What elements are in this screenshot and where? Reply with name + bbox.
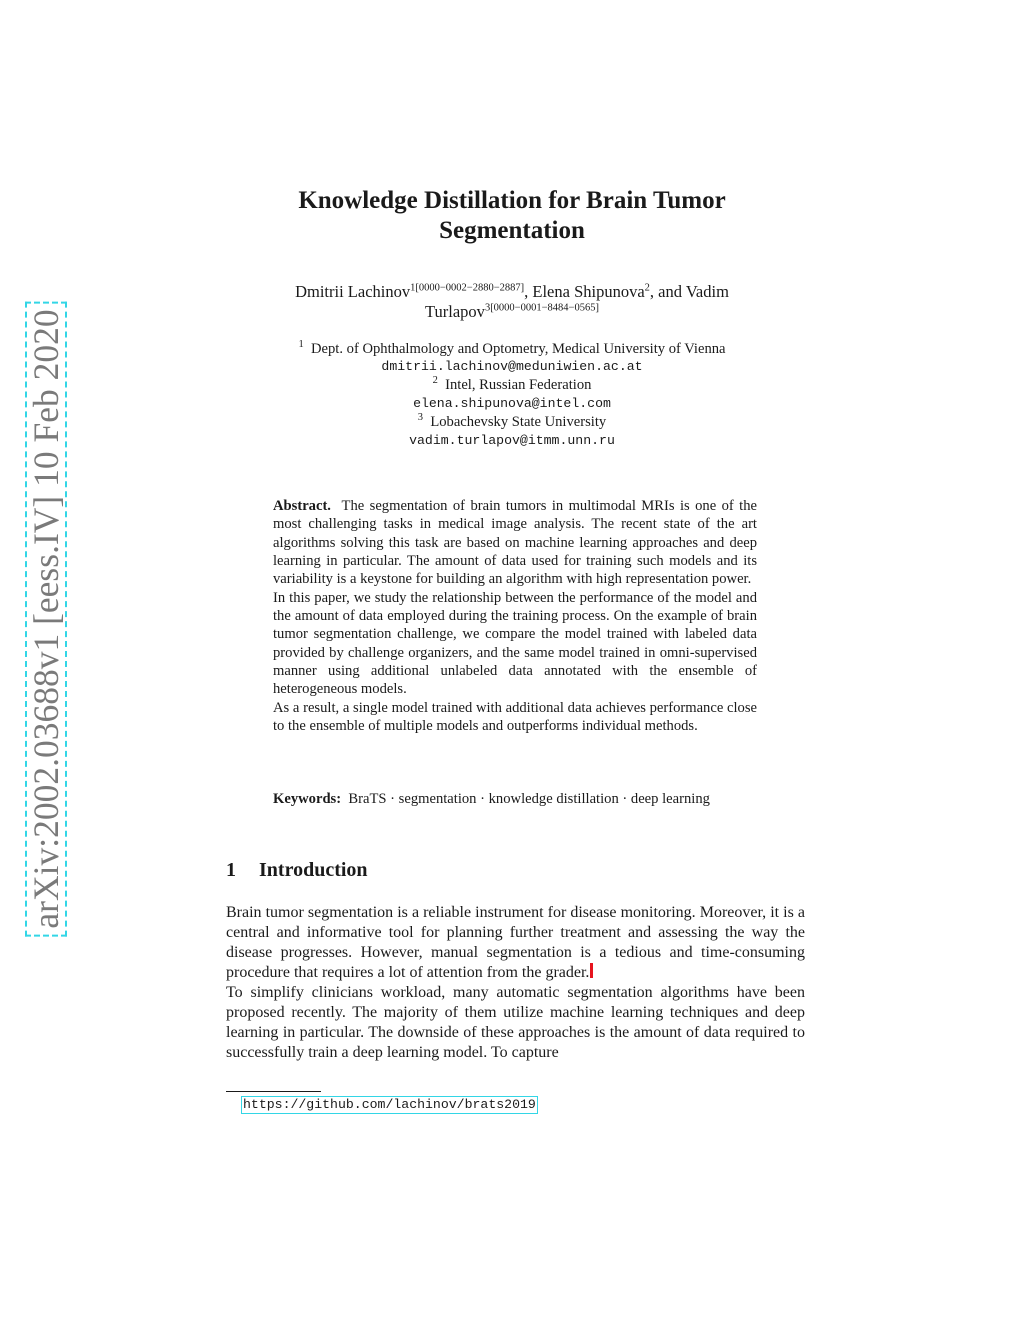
title-line-1: Knowledge Distillation for Brain Tumor (298, 187, 726, 214)
author-line-2 (0, 302, 1024, 322)
intro-paragraph-2: To simplify clinicians workload, many automatic segmentation algorithms have been proposed recently. The majority of them utilize machine learning techniques and deep learning in particular. The downside of these approaches is the amount of data required to successfully train a deep learning model. To capture (226, 984, 805, 1061)
footnote-marker[interactable] (590, 963, 593, 978)
author-1-orcid[interactable]: 1[0000−0002−2880−2887] (410, 282, 525, 294)
keywords-text: BraTS · segmentation · knowledge distillation · deep learning (348, 791, 710, 807)
author-list (0, 282, 1024, 322)
affiliation-text: Lobachevsky State University (430, 414, 607, 430)
abstract-label: Abstract. (273, 498, 331, 514)
intro-text: Brain tumor segmentation is a reliable instrument for disease monitoring. Moreover, it is a central and informative tool for planning further treatment and assessing the way the disease progresses. However, manual segmentation is a tedious and time-consuming procedure that requires a lot of attention from the grader. (226, 904, 805, 981)
author-1-name: Dmitrii Lachinov (295, 282, 411, 301)
affiliation-1-email[interactable]: dmitrii.lachinov@meduniwien.ac.at (381, 359, 643, 374)
affiliation-text: Intel, Russian Federation (445, 377, 592, 393)
arxiv-identifier-stamp[interactable]: arXiv:2002.03688v1 [eess.IV] 10 Feb 2020 (25, 301, 67, 936)
abstract-text: The segmentation of brain tumors in multimodal MRIs is one of the most challenging tasks in medical image analysis. The recent state of the art algorithms solving this task are based on machine learning approaches and deep learning in particular. The amount of data used for training such models and its variability is a keystone for building an algorithm with high representation power. (273, 498, 757, 588)
author-3-orcid[interactable]: 3[0000−0001−8484−0565] (484, 302, 599, 314)
section-title: Introduction (259, 859, 368, 881)
footnote-rule (226, 1091, 321, 1092)
keywords (273, 790, 757, 808)
author-line-1 (0, 282, 1024, 302)
affiliation-number: 3 (417, 412, 424, 424)
section-number: 1 (226, 859, 236, 881)
intro-paragraph-1 (226, 903, 805, 983)
abstract-paragraph-2: In this paper, we study the relationship between the performance of the model and the amount of data employed during the training process. On the example of brain tumor segmentation challenge, we compare the model trained with labeled data provided by challenge organizers, and the same model trained in omni-supervised manner using additional unlabeled data annotated with the ensemble of heterogeneous models. (273, 589, 757, 698)
footnote-link[interactable]: https://github.com/lachinov/brats2019 (243, 1097, 536, 1112)
author-separator: , and Vadim (649, 282, 729, 301)
affiliation-3 (0, 413, 1024, 431)
affiliation-3-email[interactable]: vadim.turlapov@itmm.unn.ru (409, 433, 615, 448)
title-line-2: Segmentation (439, 217, 585, 244)
affiliation-2 (0, 376, 1024, 394)
abstract-paragraph-1 (273, 497, 757, 589)
paper-title (0, 186, 1024, 246)
abstract-paragraph-3: As a result, a single model trained with additional data achieves performance close to the ensemble of multiple models and outperforms individual methods. (273, 699, 757, 735)
affiliation-number: 2 (432, 375, 438, 387)
affiliation-1 (0, 340, 1024, 358)
affiliation-text: Dept. of Ophthalmology and Optometry, Medical University of Vienna (310, 341, 726, 357)
abstract (273, 497, 757, 735)
author-3-name: Turlapov (425, 302, 485, 321)
author-separator: , Elena Shipunova (524, 282, 645, 301)
introduction-body (226, 903, 805, 1063)
section-heading (226, 859, 368, 882)
author-2-affil: 2 (644, 282, 650, 294)
keywords-label: Keywords: (273, 791, 342, 807)
affiliation-2-email[interactable]: elena.shipunova@intel.com (413, 396, 611, 411)
affiliation-number: 1 (298, 339, 304, 351)
